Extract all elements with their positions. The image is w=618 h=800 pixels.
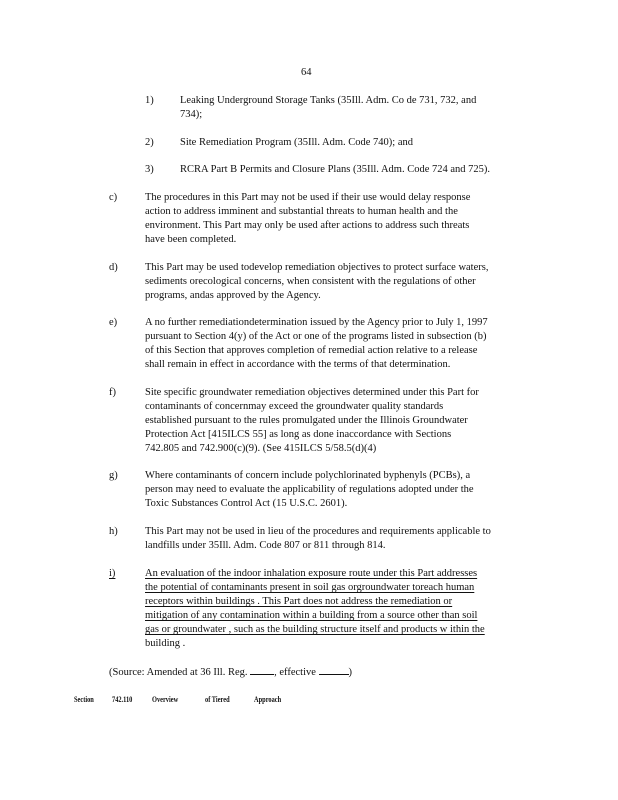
section-number: 742.110 — [112, 694, 133, 704]
para-e-line-4: shall remain in effect in accordance with the terms of that determination. — [145, 359, 451, 370]
para-g-line-1: Where contaminants of concern include polychlorinated byphenyls (PCBs), a — [145, 470, 471, 481]
para-c-marker: c) — [109, 192, 118, 203]
section-title-of-tiered: of Tiered — [205, 694, 230, 704]
section-title-overview: Overview — [152, 694, 179, 704]
para-f-line-1: Site specific groundwater remediation objectives determined under this Part for — [145, 387, 479, 398]
page-number: 64 — [301, 67, 312, 78]
para-h-line-2: landfills under 35Ill. Adm. Code 807 or 811 through 814. — [145, 540, 386, 551]
para-g-line-3: Toxic Substances Control Act (15 U.S.C. 2601). — [145, 498, 348, 509]
para-e-line-2: pursuant to Section 4(y) of the Act or one of the programs listed in subsection (b) — [145, 331, 487, 342]
list-item-1-line-1: Leaking Underground Storage Tanks (35Ill. Adm. Co de 731, 732, and — [180, 95, 477, 106]
para-h-line-1: This Part may not be used in lieu of the procedures and requirements applicable to — [145, 526, 491, 537]
source-note-prefix: (Source: Amended at 36 Ill. Reg. — [109, 667, 248, 678]
list-item-1-marker: 1) — [145, 95, 154, 106]
para-c-line-3: environment. This Part may only be used after actions to address such threats — [145, 220, 470, 231]
para-h-marker: h) — [109, 526, 118, 537]
para-c-line-2: action to address imminent and substantial threats to human health and the — [145, 206, 458, 217]
source-note-effective-blank — [319, 664, 349, 675]
section-title-approach: Approach — [254, 694, 282, 704]
para-c-line-1: The procedures in this Part may not be used if their use would delay response — [145, 192, 471, 203]
para-d-marker: d) — [109, 262, 118, 273]
para-e-line-3: of this Section that approves completion of remedial action relative to a release — [145, 345, 478, 356]
para-i-line-4: mitigation of any contamination within a building from a source other than soil — [145, 610, 478, 621]
para-i-line-2: the potential of contaminants present in soil gas orgroundwater toreach human — [145, 582, 475, 593]
list-item-3-marker: 3) — [145, 164, 154, 175]
para-g-marker: g) — [109, 470, 118, 481]
section-label: Section — [74, 694, 94, 704]
para-i-line-1: An evaluation of the indoor inhalation exposure route under this Part addresses — [145, 568, 478, 579]
list-item-3-text: RCRA Part B Permits and Closure Plans (35Ill. Adm. Code 724 and 725). — [180, 164, 491, 175]
source-note — [109, 664, 352, 681]
list-item-2-text: Site Remediation Program (35Ill. Adm. Code 740); and — [180, 137, 414, 148]
para-e-line-1: A no further remediationdetermination issued by the Agency prior to July 1, 1997 — [145, 317, 488, 328]
source-note-reg-blank — [250, 664, 274, 675]
para-f-marker: f) — [109, 387, 116, 398]
para-i-line-3: receptors within buildings . This Part does not address the remediation or — [145, 596, 453, 607]
para-f-line-4: Protection Act [415ILCS 55] as long as done inaccordance with Sections — [145, 429, 452, 440]
para-e-marker: e) — [109, 317, 118, 328]
para-d-line-3: programs, andas approved by the Agency. — [145, 290, 321, 301]
source-note-suffix: ) — [348, 667, 353, 678]
source-note-middle: , effective — [274, 667, 316, 678]
para-c-line-4: have been completed. — [145, 234, 237, 245]
para-d-line-2: sediments orecological concerns, when consistent with the regulations of other — [145, 276, 476, 287]
para-f-line-2: contaminants of concernmay exceed the groundwater quality standards — [145, 401, 444, 412]
list-item-1-line-2: 734); — [180, 109, 203, 120]
para-f-line-3: established pursuant to the rules promulgated under the Illinois Groundwater — [145, 415, 468, 426]
para-i-marker: i) — [109, 568, 116, 579]
para-d-line-1: This Part may be used todevelop remediation objectives to protect surface waters, — [145, 262, 489, 273]
para-i-line-6: building . — [145, 638, 186, 649]
para-i-line-5: gas or groundwater , such as the building structure itself and products w ithin the — [145, 624, 485, 635]
list-item-2-marker: 2) — [145, 137, 154, 148]
para-g-line-2: person may need to evaluate the applicability of regulations adopted under the — [145, 484, 474, 495]
para-f-line-5: 742.805 and 742.900(c)(9). (See 415ILCS 5/58.5(d)(4) — [145, 443, 377, 454]
